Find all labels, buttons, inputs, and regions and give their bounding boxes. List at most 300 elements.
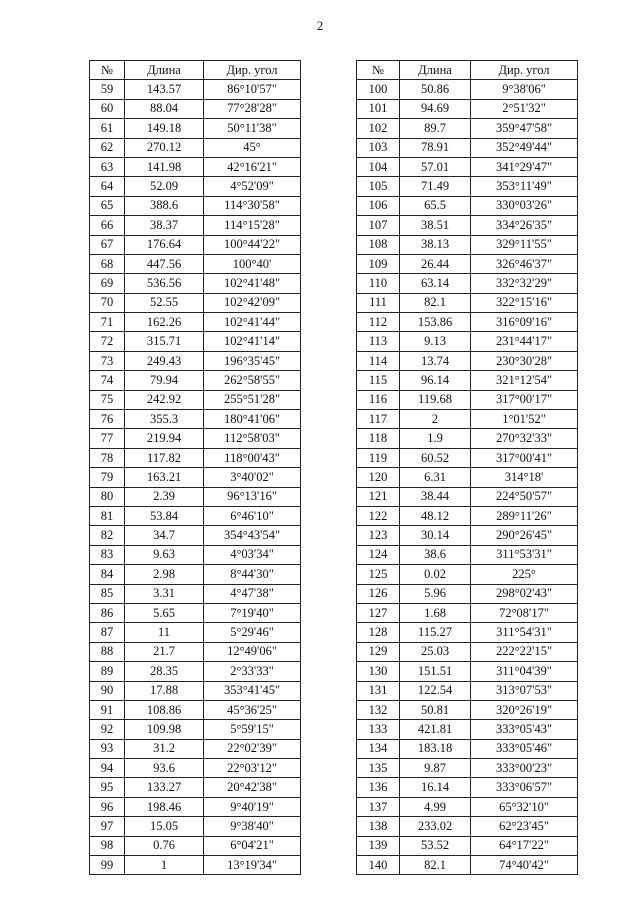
cell-length: 11: [125, 623, 204, 642]
cell-angle: 230°30'28": [471, 351, 578, 370]
cell-angle: 224°50'57": [471, 487, 578, 506]
table-row: [90, 313, 301, 332]
table-row: [90, 80, 301, 99]
cell-length: 4.99: [400, 797, 471, 816]
cell-angle: 114°30'58": [204, 196, 301, 215]
cell-number: 109: [357, 254, 400, 273]
cell-number: 98: [90, 836, 125, 855]
cell-angle: 100°44'22": [204, 235, 301, 254]
cell-length: 15.05: [125, 817, 204, 836]
table-row: [90, 429, 301, 448]
cell-length: 53.84: [125, 506, 204, 525]
table-row: [90, 99, 301, 118]
table-row: [357, 584, 578, 603]
cell-number: 129: [357, 642, 400, 661]
cell-length: 2: [400, 410, 471, 429]
cell-angle: 196°35'45": [204, 351, 301, 370]
cell-length: 242.92: [125, 390, 204, 409]
cell-number: 136: [357, 778, 400, 797]
table-row: [357, 216, 578, 235]
cell-length: 122.54: [400, 681, 471, 700]
cell-angle: 65°32'10": [471, 797, 578, 816]
cell-number: 128: [357, 623, 400, 642]
cell-length: 96.14: [400, 371, 471, 390]
cell-length: 270.12: [125, 138, 204, 157]
cell-number: 118: [357, 429, 400, 448]
table-row: [90, 138, 301, 157]
table-row: [90, 216, 301, 235]
cell-number: 107: [357, 216, 400, 235]
table-row: [357, 759, 578, 778]
table-row: [357, 468, 578, 487]
cell-length: 53.52: [400, 836, 471, 855]
table-row: [357, 739, 578, 758]
cell-angle: 42°16'21": [204, 157, 301, 176]
cell-length: 9.87: [400, 759, 471, 778]
cell-length: 315.71: [125, 332, 204, 351]
cell-angle: 333°05'43": [471, 720, 578, 739]
cell-number: 137: [357, 797, 400, 816]
table-row: [90, 720, 301, 739]
cell-number: 97: [90, 817, 125, 836]
cell-number: 94: [90, 759, 125, 778]
cell-length: 536.56: [125, 274, 204, 293]
table-row: [90, 235, 301, 254]
cell-angle: 3°40'02": [204, 468, 301, 487]
cell-length: 21.7: [125, 642, 204, 661]
table-row: [357, 797, 578, 816]
cell-number: 117: [357, 410, 400, 429]
table-row: [90, 817, 301, 836]
cell-angle: 322°15'16": [471, 293, 578, 312]
cell-angle: 118°00'43": [204, 448, 301, 467]
cell-number: 79: [90, 468, 125, 487]
cell-number: 68: [90, 254, 125, 273]
cell-number: 86: [90, 603, 125, 622]
cell-length: 233.02: [400, 817, 471, 836]
cell-length: 183.18: [400, 739, 471, 758]
cell-length: 38.44: [400, 487, 471, 506]
cell-angle: 9°38'40": [204, 817, 301, 836]
cell-length: 38.51: [400, 216, 471, 235]
cell-number: 103: [357, 138, 400, 157]
table-header-row: [90, 61, 301, 80]
table-row: [90, 390, 301, 409]
cell-number: 106: [357, 196, 400, 215]
cell-length: 50.81: [400, 700, 471, 719]
cell-length: 0.76: [125, 836, 204, 855]
cell-number: 121: [357, 487, 400, 506]
cell-number: 64: [90, 177, 125, 196]
cell-angle: 326°46'37": [471, 254, 578, 273]
cell-length: 5.96: [400, 584, 471, 603]
cell-angle: 45°: [204, 138, 301, 157]
table-row: [90, 642, 301, 661]
cell-number: 120: [357, 468, 400, 487]
cell-length: 30.14: [400, 526, 471, 545]
table-row: [357, 506, 578, 525]
table-row: [357, 856, 578, 875]
table-row: [90, 196, 301, 215]
cell-angle: 102°41'14": [204, 332, 301, 351]
cell-length: 16.14: [400, 778, 471, 797]
table-row: [90, 700, 301, 719]
cell-number: 99: [90, 856, 125, 875]
cell-angle: 231°44'17": [471, 332, 578, 351]
table-row: [357, 138, 578, 157]
table-row: [357, 448, 578, 467]
cell-angle: 86°10'57": [204, 80, 301, 99]
cell-number: 87: [90, 623, 125, 642]
cell-number: 61: [90, 119, 125, 138]
cell-angle: 352°49'44": [471, 138, 578, 157]
cell-number: 101: [357, 99, 400, 118]
table-row: [357, 778, 578, 797]
cell-number: 70: [90, 293, 125, 312]
table-row: [357, 817, 578, 836]
cell-number: 132: [357, 700, 400, 719]
cell-angle: 45°36'25": [204, 700, 301, 719]
table-row: [90, 662, 301, 681]
column-header-number: №: [357, 61, 400, 80]
table-row: [357, 526, 578, 545]
column-header-length: Длина: [125, 61, 204, 80]
cell-length: 60.52: [400, 448, 471, 467]
cell-length: 52.55: [125, 293, 204, 312]
cell-angle: 9°38'06": [471, 80, 578, 99]
cell-number: 71: [90, 313, 125, 332]
table-row: [90, 254, 301, 273]
table-row: [90, 739, 301, 758]
cell-length: 17.88: [125, 681, 204, 700]
cell-length: 63.14: [400, 274, 471, 293]
cell-number: 104: [357, 157, 400, 176]
cell-length: 26.44: [400, 254, 471, 273]
cell-length: 13.74: [400, 351, 471, 370]
table-row: [90, 177, 301, 196]
table-row: [357, 99, 578, 118]
survey-table-left: [89, 60, 301, 875]
cell-angle: 13°19'34": [204, 856, 301, 875]
table-row: [357, 410, 578, 429]
cell-number: 75: [90, 390, 125, 409]
cell-number: 73: [90, 351, 125, 370]
cell-number: 135: [357, 759, 400, 778]
cell-angle: 77°28'28": [204, 99, 301, 118]
cell-angle: 354°43'54": [204, 526, 301, 545]
cell-angle: 22°02'39": [204, 739, 301, 758]
cell-angle: 4°03'34": [204, 545, 301, 564]
cell-angle: 311°53'31": [471, 545, 578, 564]
table-row: [90, 332, 301, 351]
table-row: [90, 545, 301, 564]
cell-number: 83: [90, 545, 125, 564]
cell-length: 52.09: [125, 177, 204, 196]
table-row: [90, 778, 301, 797]
column-header-angle: Дир. угол: [471, 61, 578, 80]
cell-length: 447.56: [125, 254, 204, 273]
table-row: [357, 332, 578, 351]
table-row: [90, 293, 301, 312]
cell-length: 94.69: [400, 99, 471, 118]
cell-number: 114: [357, 351, 400, 370]
cell-length: 93.6: [125, 759, 204, 778]
table-row: [90, 836, 301, 855]
cell-length: 65.5: [400, 196, 471, 215]
cell-angle: 100°40': [204, 254, 301, 273]
cell-number: 96: [90, 797, 125, 816]
table-row: [90, 565, 301, 584]
cell-length: 421.81: [400, 720, 471, 739]
cell-length: 50.86: [400, 80, 471, 99]
cell-angle: 22°03'12": [204, 759, 301, 778]
cell-angle: 2°51'32": [471, 99, 578, 118]
cell-number: 108: [357, 235, 400, 254]
cell-length: 355.3: [125, 410, 204, 429]
cell-number: 72: [90, 332, 125, 351]
cell-number: 66: [90, 216, 125, 235]
cell-number: 62: [90, 138, 125, 157]
cell-number: 122: [357, 506, 400, 525]
cell-angle: 313°07'53": [471, 681, 578, 700]
cell-length: 149.18: [125, 119, 204, 138]
cell-angle: 7°19'40": [204, 603, 301, 622]
table-row: [90, 157, 301, 176]
cell-number: 127: [357, 603, 400, 622]
column-header-length: Длина: [400, 61, 471, 80]
cell-length: 2.98: [125, 565, 204, 584]
cell-number: 111: [357, 293, 400, 312]
cell-number: 93: [90, 739, 125, 758]
table-row: [357, 80, 578, 99]
cell-number: 139: [357, 836, 400, 855]
cell-angle: 332°32'29": [471, 274, 578, 293]
table-row: [357, 119, 578, 138]
cell-angle: 317°00'41": [471, 448, 578, 467]
survey-table-right: [356, 60, 578, 875]
cell-length: 153.86: [400, 313, 471, 332]
cell-length: 82.1: [400, 856, 471, 875]
cell-number: 90: [90, 681, 125, 700]
cell-number: 124: [357, 545, 400, 564]
table-row: [357, 274, 578, 293]
cell-number: 112: [357, 313, 400, 332]
table-row: [357, 623, 578, 642]
cell-angle: 1°01'52": [471, 410, 578, 429]
cell-length: 2.39: [125, 487, 204, 506]
cell-angle: 333°06'57": [471, 778, 578, 797]
cell-angle: 311°04'39": [471, 662, 578, 681]
table-row: [90, 526, 301, 545]
cell-number: 126: [357, 584, 400, 603]
cell-angle: 8°44'30": [204, 565, 301, 584]
cell-number: 91: [90, 700, 125, 719]
cell-length: 34.7: [125, 526, 204, 545]
cell-angle: 114°15'28": [204, 216, 301, 235]
cell-number: 65: [90, 196, 125, 215]
page-number: 2: [316, 18, 324, 33]
cell-length: 176.64: [125, 235, 204, 254]
cell-angle: 6°46'10": [204, 506, 301, 525]
table-row: [90, 759, 301, 778]
cell-number: 81: [90, 506, 125, 525]
table-row: [357, 293, 578, 312]
column-header-angle: Дир. угол: [204, 61, 301, 80]
cell-angle: 353°41'45": [204, 681, 301, 700]
cell-number: 119: [357, 448, 400, 467]
table-row: [357, 487, 578, 506]
table-row: [357, 662, 578, 681]
table-row: [90, 274, 301, 293]
cell-length: 25.03: [400, 642, 471, 661]
cell-length: 143.57: [125, 80, 204, 99]
table-row: [357, 603, 578, 622]
cell-length: 249.43: [125, 351, 204, 370]
table-row: [90, 603, 301, 622]
cell-length: 78.91: [400, 138, 471, 157]
cell-number: 77: [90, 429, 125, 448]
cell-number: 67: [90, 235, 125, 254]
cell-angle: 102°41'44": [204, 313, 301, 332]
table-row: [357, 177, 578, 196]
table-row: [90, 797, 301, 816]
table-row: [357, 235, 578, 254]
table-row: [90, 119, 301, 138]
cell-number: 113: [357, 332, 400, 351]
cell-length: 38.13: [400, 235, 471, 254]
cell-length: 5.65: [125, 603, 204, 622]
cell-number: 123: [357, 526, 400, 545]
cell-angle: 262°58'55": [204, 371, 301, 390]
cell-angle: 5°59'15": [204, 720, 301, 739]
cell-length: 82.1: [400, 293, 471, 312]
table-row: [357, 642, 578, 661]
cell-angle: 311°54'31": [471, 623, 578, 642]
cell-length: 198.46: [125, 797, 204, 816]
table-row: [90, 410, 301, 429]
cell-number: 92: [90, 720, 125, 739]
cell-number: 133: [357, 720, 400, 739]
cell-angle: 225°: [471, 565, 578, 584]
cell-angle: 20°42'38": [204, 778, 301, 797]
cell-angle: 50°11'38": [204, 119, 301, 138]
cell-angle: 64°17'22": [471, 836, 578, 855]
cell-angle: 289°11'26": [471, 506, 578, 525]
cell-number: 88: [90, 642, 125, 661]
table-row: [357, 720, 578, 739]
cell-angle: 96°13'16": [204, 487, 301, 506]
cell-number: 116: [357, 390, 400, 409]
cell-angle: 341°29'47": [471, 157, 578, 176]
cell-length: 48.12: [400, 506, 471, 525]
cell-length: 219.94: [125, 429, 204, 448]
cell-angle: 353°11'49": [471, 177, 578, 196]
cell-angle: 5°29'46": [204, 623, 301, 642]
table-row: [357, 545, 578, 564]
table-row: [357, 254, 578, 273]
cell-angle: 329°11'55": [471, 235, 578, 254]
cell-length: 88.04: [125, 99, 204, 118]
cell-length: 3.31: [125, 584, 204, 603]
cell-length: 6.31: [400, 468, 471, 487]
cell-angle: 102°41'48": [204, 274, 301, 293]
cell-length: 9.13: [400, 332, 471, 351]
cell-number: 138: [357, 817, 400, 836]
table-body-right: [357, 80, 578, 875]
cell-angle: 330°03'26": [471, 196, 578, 215]
cell-number: 78: [90, 448, 125, 467]
table-row: [90, 448, 301, 467]
cell-angle: 6°04'21": [204, 836, 301, 855]
cell-length: 0.02: [400, 565, 471, 584]
cell-angle: 255°51'28": [204, 390, 301, 409]
cell-angle: 314°18': [471, 468, 578, 487]
cell-angle: 290°26'45": [471, 526, 578, 545]
cell-angle: 334°26'35": [471, 216, 578, 235]
cell-length: 388.6: [125, 196, 204, 215]
cell-angle: 72°08'17": [471, 603, 578, 622]
cell-angle: 316°09'16": [471, 313, 578, 332]
table-row: [357, 700, 578, 719]
table-row: [90, 371, 301, 390]
cell-length: 57.01: [400, 157, 471, 176]
cell-length: 28.35: [125, 662, 204, 681]
cell-angle: 4°52'09": [204, 177, 301, 196]
cell-length: 71.49: [400, 177, 471, 196]
cell-number: 115: [357, 371, 400, 390]
cell-length: 38.6: [400, 545, 471, 564]
cell-angle: 112°58'03": [204, 429, 301, 448]
cell-angle: 298°02'43": [471, 584, 578, 603]
cell-angle: 333°05'46": [471, 739, 578, 758]
cell-length: 117.82: [125, 448, 204, 467]
cell-length: 9.63: [125, 545, 204, 564]
cell-number: 105: [357, 177, 400, 196]
cell-angle: 222°22'15": [471, 642, 578, 661]
cell-number: 134: [357, 739, 400, 758]
table-row: [357, 390, 578, 409]
cell-length: 163.21: [125, 468, 204, 487]
cell-number: 89: [90, 662, 125, 681]
cell-angle: 333°00'23": [471, 759, 578, 778]
cell-number: 110: [357, 274, 400, 293]
cell-number: 140: [357, 856, 400, 875]
cell-angle: 74°40'42": [471, 856, 578, 875]
table-row: [90, 681, 301, 700]
cell-length: 141.98: [125, 157, 204, 176]
cell-number: 84: [90, 565, 125, 584]
column-header-number: №: [90, 61, 125, 80]
table-row: [90, 856, 301, 875]
cell-number: 100: [357, 80, 400, 99]
table-row: [357, 429, 578, 448]
cell-length: 1: [125, 856, 204, 875]
cell-number: 60: [90, 99, 125, 118]
table-row: [90, 506, 301, 525]
cell-angle: 9°40'19": [204, 797, 301, 816]
cell-number: 125: [357, 565, 400, 584]
cell-length: 1.68: [400, 603, 471, 622]
cell-number: 131: [357, 681, 400, 700]
cell-number: 63: [90, 157, 125, 176]
table-row: [357, 565, 578, 584]
cell-number: 95: [90, 778, 125, 797]
cell-length: 133.27: [125, 778, 204, 797]
cell-number: 85: [90, 584, 125, 603]
cell-angle: 359°47'58": [471, 119, 578, 138]
cell-length: 162.26: [125, 313, 204, 332]
cell-number: 59: [90, 80, 125, 99]
